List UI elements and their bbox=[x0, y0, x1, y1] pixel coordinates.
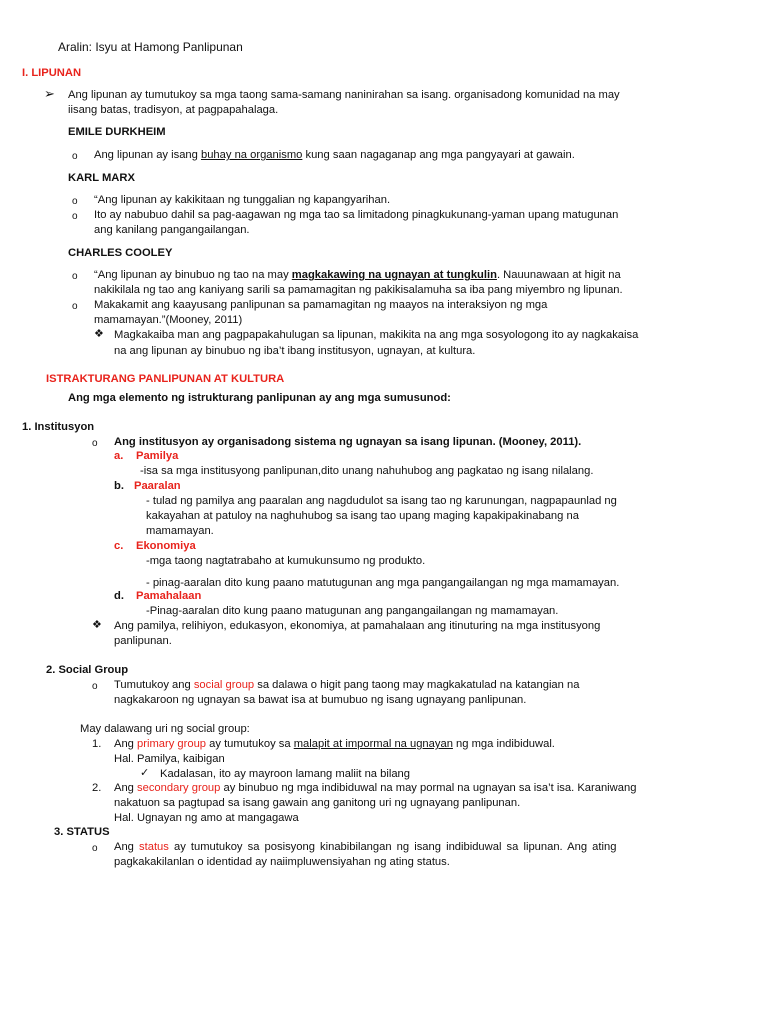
institusyon-item-ekonomiya: Ekonomiya bbox=[136, 540, 196, 552]
check-icon: ✓ bbox=[140, 767, 150, 779]
paaralan-text-line2: kakayahan at patuloy na naghuhubog sa isang tao upang maging kapakipakinabang na bbox=[146, 510, 579, 522]
cooley-text-2-line1: Makakamit ang kaayusang panlipunan sa pamamagitan ng maayos na interaksiyon ng mga bbox=[94, 299, 548, 311]
istruktura-intro: Ang mga elemento ng istrukturang panlipunan ay ang mga sumusunod: bbox=[68, 392, 451, 404]
primary-group-number: 1. bbox=[92, 738, 102, 750]
institusyon-heading: 1. Institusyon bbox=[22, 421, 95, 433]
secondary-group-number: 2. bbox=[92, 782, 102, 794]
circle-bullet-icon: o bbox=[72, 151, 78, 162]
social-group-definition-line1: Tumutukoy ang social group sa dalawa o higit pang taong may magkakatulad na katangian na bbox=[114, 679, 580, 691]
circle-bullet-icon: o bbox=[72, 271, 78, 282]
institusyon-item-pamahalaan: Pamahalaan bbox=[136, 590, 202, 602]
circle-bullet-icon: o bbox=[72, 301, 78, 312]
secondary-group-text-line1: Ang secondary group ay binubuo ng mga indibiduwal na may pormal na ugnayan sa isa’t isa. Karaniwang bbox=[114, 782, 637, 794]
institusyon-item-paaralan: Paaralan bbox=[134, 480, 181, 492]
circle-bullet-icon: o bbox=[72, 196, 78, 207]
durkheim-heading: EMILE DURKHEIM bbox=[68, 126, 166, 138]
institusyon-item-marker: a. bbox=[114, 450, 124, 462]
durkheim-text: Ang lipunan ay isang buhay na organismo kung saan nagaganap ang mga pangyayari at gawain. bbox=[94, 149, 575, 161]
page-title: Aralin: Isyu at Hamong Panlipunan bbox=[58, 40, 243, 54]
cooley-note-line1: Magkakaiba man ang pagpapakahulugan sa lipunan, makikita na ang mga sosyologong ito ay nagkakaisa bbox=[114, 329, 639, 341]
secondary-group-example: Hal. Ugnayan ng amo at mangagawa bbox=[114, 812, 299, 824]
status-heading: 3. STATUS bbox=[54, 826, 110, 838]
circle-bullet-icon: o bbox=[92, 438, 98, 449]
section-heading-lipunan: I. LIPUNAN bbox=[22, 67, 82, 79]
marx-heading: KARL MARX bbox=[68, 172, 135, 184]
pamahalaan-text: -Pinag-aaralan dito kung paano matugunan ang pangangailangan ng mamamayan. bbox=[146, 605, 559, 617]
paaralan-text-line1: - tulad ng pamilya ang paaralan ang nagdudulot sa isang tao ng karunungan, nagpapaunlad ng bbox=[146, 495, 617, 507]
diamond-bullet-icon: ❖ bbox=[94, 328, 104, 340]
ekonomiya-text-2: - pinag-aaralan dito kung paano matutugunan ang mga pangangailangan ng mga mamamayan. bbox=[146, 577, 620, 589]
primary-group-check-text: Kadalasan, ito ay mayroon lamang maliit na bilang bbox=[160, 768, 410, 780]
institusyon-item-pamilya: Pamilya bbox=[136, 450, 179, 462]
lipunan-definition-line1: Ang lipunan ay tumutukoy sa mga taong sama-samang naninirahan sa isang. organisadong komunidad na may bbox=[68, 89, 620, 101]
circle-bullet-icon: o bbox=[72, 211, 78, 222]
status-definition-line2: pagkakakilanlan o identidad ay naiimpluwensiyahan ng ating status. bbox=[114, 856, 450, 868]
institusyon-note-line2: panlipunan. bbox=[114, 635, 172, 647]
arrow-bullet-icon: ➢ bbox=[44, 86, 55, 101]
status-definition-line1: Ang status ay tumutukoy sa posisyong kinabibilangan ng isang indibiduwal sa lipunan. Ang ating bbox=[114, 841, 617, 853]
pamilya-text: -isa sa mga institusyong panlipunan,dito unang nahuhubog ang pagkatao ng isang nilalang. bbox=[140, 465, 594, 477]
cooley-text-1-line2: nakikilala ng tao ang kaniyang sarili sa pamamagitan ng pakikisalamuha sa iba pang miyembro ng lipunan. bbox=[94, 284, 623, 296]
primary-group-text: Ang primary group ay tumutukoy sa malapit at impormal na ugnayan ng mga indibiduwal. bbox=[114, 738, 555, 750]
institusyon-item-marker: d. bbox=[114, 590, 124, 602]
marx-text-2-line1: Ito ay nabubuo dahil sa pag-aagawan ng mga tao sa limitadong pinagkukunang-yaman upang matugunan bbox=[94, 209, 619, 221]
lipunan-definition-line2: iisang batas, tradisyon, at pagpapahalaga. bbox=[68, 104, 279, 116]
institusyon-item-marker: b. bbox=[114, 480, 124, 492]
primary-group-example: Hal. Pamilya, kaibigan bbox=[114, 753, 225, 765]
marx-text-2-line2: ang kanilang pangangailangan. bbox=[94, 224, 250, 236]
ekonomiya-text-1: -mga taong nagtatrabaho at kumukunsumo ng produkto. bbox=[146, 555, 426, 567]
institusyon-item-marker: c. bbox=[114, 540, 124, 552]
institusyon-definition: Ang institusyon ay organisadong sistema ng ugnayan sa isang lipunan. (Mooney, 2011). bbox=[114, 436, 582, 448]
secondary-group-text-line2: nakatuon sa pagtupad sa isang gawain ang ganitong uri ng ugnayang panlipunan. bbox=[114, 797, 521, 809]
marx-text-1: “Ang lipunan ay kakikitaan ng tunggalian ng kapangyarihan. bbox=[94, 194, 391, 206]
institusyon-note-line1: Ang pamilya, relihiyon, edukasyon, ekonomiya, at pamahalaan ang itinuturing na mga institusyong bbox=[114, 620, 601, 632]
social-group-heading: 2. Social Group bbox=[46, 664, 129, 676]
section-heading-istruktura: ISTRAKTURANG PANLIPUNAN AT KULTURA bbox=[46, 373, 285, 385]
cooley-note-line2: na ang lipunan ay binubuo ng iba’t ibang institusyon, ugnayan, at kultura. bbox=[114, 345, 476, 357]
diamond-bullet-icon: ❖ bbox=[92, 619, 102, 631]
circle-bullet-icon: o bbox=[92, 843, 98, 854]
cooley-heading: CHARLES COOLEY bbox=[68, 247, 173, 259]
paaralan-text-line3: mamamayan. bbox=[146, 525, 214, 537]
social-group-types-intro: May dalawang uri ng social group: bbox=[80, 723, 250, 735]
cooley-text-1-line1: “Ang lipunan ay binubuo ng tao na may magkakawing na ugnayan at tungkulin. Nauunawaan at higit na bbox=[94, 269, 621, 281]
social-group-definition-line2: nagkakaroon ng ugnayan sa bawat isa at bumubuo ng isang ugnayang panlipunan. bbox=[114, 694, 527, 706]
circle-bullet-icon: o bbox=[92, 681, 98, 692]
cooley-text-2-line2: mamamayan.”(Mooney, 2011) bbox=[94, 314, 243, 326]
